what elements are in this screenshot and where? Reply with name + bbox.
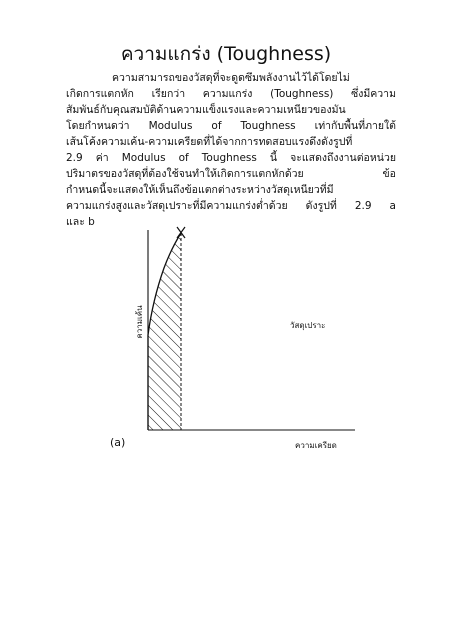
paragraph-line: 2.9 ค่า Modulus of Toughness นี้ จะแสดงถึงงานต่อหน่วย <box>66 152 396 164</box>
curve-label: วัสดุเปราะ <box>290 321 326 330</box>
paragraph-line: ความสามารถของวัสดุที่จะดูดซึมพลังงานไว้ได้โดยไม่ <box>112 72 350 84</box>
x-axis-label: ความเครียด <box>295 441 337 450</box>
page-title: ความแกร่ง (Toughness) <box>120 43 332 65</box>
paragraph-line: ปริมาตรของวัสดุที่ต้องใช้จนทำให้เกิดการแตกหักด้วย ข้อ <box>66 168 396 180</box>
paragraph-line: โดยกำหนดว่า Modulus of Toughness เท่ากับพื้นที่ภายใต้ <box>66 120 396 132</box>
paragraph-line: สัมพันธ์กับคุณสมบัติด้านความแข็งแรงและความเหนียวของมัน <box>66 104 346 116</box>
paragraph-line: และ b <box>66 216 95 228</box>
paragraph-line: กำหนดนี้จะแสดงให้เห็นถึงข้อแตกต่างระหว่างวัสดุเหนียวที่มี <box>66 184 334 196</box>
panel-label: (a) <box>110 436 126 449</box>
y-axis-label: ความเค้น <box>135 305 144 339</box>
paragraph-line: ความแกร่งสูงและวัสดุเปราะที่มีความแกร่งต่ำด้วย ดังรูปที่ 2.9 a <box>66 200 396 212</box>
paragraph-line: เส้นโค้งความเค้น-ความเครียดที่ได้จากการทดสอบแรงดึงดังรูปที่ <box>66 136 353 148</box>
paragraph-line: เกิดการแตกหัก เรียกว่า ความแกร่ง (Toughness) ซึ่งมีความ <box>66 88 396 100</box>
